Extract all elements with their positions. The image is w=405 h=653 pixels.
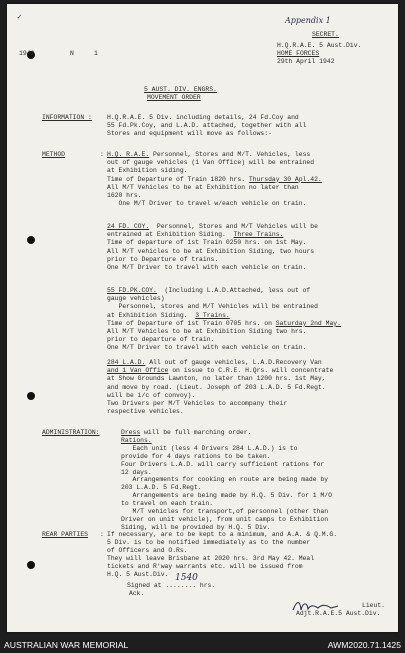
- corner-mark: ✓: [17, 13, 22, 22]
- text-line: at Exhibition siding.: [107, 167, 188, 175]
- ref-year: 1942: [19, 50, 35, 57]
- text-line: All M/T Vehicles to be at Exhibition no later than: [107, 183, 299, 191]
- text-line: H.Q.R.A.E. 5 Div. including details, 24 Fd.Coy and: [107, 114, 299, 121]
- text-line: One M/T Driver to travel with each vehicle on train.: [107, 264, 307, 271]
- underlined-text: Thursday 30 Apl.42.: [248, 175, 322, 183]
- text-line: provide for 4 days rations to be taken.: [121, 452, 271, 460]
- text-line: Time of departure of 1st Train 0250 hrs. on 1st May.: [107, 239, 307, 247]
- text-line: All M/T Vehicles to be at Exhibition Siding two hrs.: [107, 328, 307, 335]
- signatory-title: Adjt.R.A.E.5 Aust.Div.: [296, 610, 381, 617]
- underlined-text: 284 L.A.D.: [107, 359, 146, 366]
- text-line: Time of Departure of Train 1820 hrs. Thursday 30 Apl.42.: [107, 175, 322, 183]
- text-line: 55 FD.PK.COY. (Including L.A.D.Attached, less out of: [107, 287, 311, 294]
- text-line: H.Q. R.A.E. Personnel, Stores and M/T. Vehicles, less: [107, 151, 311, 158]
- text-line: prior to departure of train.: [107, 336, 215, 344]
- underlined-text: Dress: [121, 429, 141, 436]
- method-label: METHOD: [42, 151, 66, 158]
- punch-hole: [27, 561, 35, 569]
- document-page: [7, 4, 398, 632]
- text-line: and move by road. (Lieut. Joseph of 203 L.A.D. 5 Fd.Regt.: [107, 383, 326, 391]
- signatory-rank: Lieut.: [362, 602, 386, 609]
- text-line: 24 FD. COY. Personnel, Stores and M/T Vehicles will be: [107, 223, 318, 230]
- text-line: to travel on each train.: [121, 500, 214, 508]
- header-hq: H.Q.R.A.E. 5 Aust.Div.: [277, 42, 362, 49]
- title-unit: 5 AUST. DIV. ENGRS.: [144, 86, 217, 93]
- underlined-text: Saturday 2nd May.: [275, 319, 341, 327]
- text-line: Driver on unit vehicle), from unit camps to Exhibition: [121, 515, 329, 523]
- text-line: of Officers and O.Rs.: [107, 546, 188, 554]
- punch-hole: [27, 236, 35, 244]
- title-document: MOVEMENT ORDER: [147, 94, 201, 101]
- underlined-text: 55 FD.PK.COY.: [107, 287, 157, 294]
- text-line: tickets and R'way warrants etc. will be issued from: [107, 562, 303, 570]
- text-line: 55 Fd.Pk.Coy, and L.A.D. attached, together with all: [107, 122, 307, 130]
- handwritten-annotation: Appendix 1: [285, 16, 331, 25]
- text-line: [121, 437, 152, 444]
- text-line: respective vehicles.: [107, 408, 184, 416]
- ref-n: N: [70, 50, 74, 57]
- text-line: 5 Div. is to be notified immediately as to the number: [107, 538, 311, 546]
- text-line: One M/T Driver to travel w/each vehicle on train.: [107, 200, 307, 208]
- text-line: entrained at Exhibition Siding. Three Trains.: [107, 231, 284, 239]
- handwritten-time: 1540: [175, 573, 198, 583]
- text-line: Arrangements are being made by H.Q. 5 Div. for 1 M/O: [121, 492, 332, 500]
- ref-num: 1: [94, 50, 98, 57]
- text-line: gauge vehicles): [107, 295, 165, 303]
- text-line: One M/T Driver to travel with each vehicle on train.: [107, 344, 307, 352]
- administration-label: ADMINISTRATION:: [42, 429, 100, 436]
- text-line: H.Q. 5 Aust.Div.: [107, 570, 169, 578]
- text-line: Siding, will be provided by H.Q. 5 Div.: [121, 523, 271, 531]
- text-line: They will leave Brisbane at 2020 hrs. 3rd May 42. Meal: [107, 554, 315, 562]
- text-line: Time of Departure of 1st Train 0705 hrs. on Saturday 2nd May.: [107, 319, 341, 327]
- text-line: at Show Grounds Lawnton, no later than 1200 hrs. 1st May,: [107, 375, 326, 383]
- text-line: prior to Departure of trains.: [107, 255, 219, 263]
- footer-institution: AUSTRALIAN WAR MEMORIAL: [4, 640, 129, 650]
- method-colon: :: [100, 151, 104, 158]
- text-line: out of gauge vehicles (1 Van Office) will be entrained: [107, 159, 315, 167]
- underlined-text: 24 FD. COY.: [107, 223, 150, 230]
- footer-accession-number: AWM2020.71.1425: [327, 640, 401, 650]
- underlined-text: Rations.: [121, 436, 152, 444]
- text-line: and 1 Van Office on issue to C.R.E. H.Qrs. will concentrate: [107, 367, 334, 375]
- header-date: 29th April 1942: [277, 58, 335, 65]
- text-line: Dress will be full marching order.: [121, 429, 252, 436]
- text-line: 12 days.: [121, 468, 152, 476]
- signed-at: Signed at ........ hrs.: [127, 582, 216, 589]
- text-line: Personnel, stores and M/T Vehicles will be entrained: [107, 303, 318, 311]
- ack-label: Ack.: [129, 590, 145, 597]
- footer-bar: [0, 636, 405, 653]
- text-line: Each unit (less 4 Drivers 284 L.A.D.) is to: [121, 444, 298, 452]
- text-line: Stores and equipment will move as follows:-: [107, 130, 272, 138]
- text-line: 284 L.A.D. All out of gauge vehicles, L.A.D.Recovery Van: [107, 359, 322, 366]
- text-line: Arrangements for cooking en route are being made by: [121, 476, 329, 484]
- header-home-forces: HOME FORCES: [277, 50, 320, 57]
- punch-hole: [27, 392, 35, 400]
- text-line: Four Drivers L.A.D. will carry sufficient rations for: [121, 460, 325, 468]
- underlined-text: 3 Trains.: [195, 311, 230, 319]
- text-line: If necessary, are to be kept to a minimum, and A.A. & Q.M.G.: [107, 531, 338, 538]
- secret-label: SECRET.: [312, 31, 339, 38]
- rear-parties-colon: :: [100, 531, 104, 538]
- underlined-text: Three Trains.: [233, 231, 284, 239]
- underlined-text: H.Q. R.A.E.: [107, 151, 150, 158]
- text-line: will be i/c of convoy).: [107, 391, 196, 399]
- text-line: 203 L.A.D. 5 Fd.Regt.: [121, 484, 202, 492]
- rear-parties-label: REAR PARTIES: [42, 531, 89, 538]
- text-line: 1620 hrs.: [107, 192, 142, 199]
- underlined-text: and 1 Van Office: [107, 367, 169, 375]
- text-line: at Exhibition Siding. 3 Trains.: [107, 311, 230, 319]
- information-label: INFORMATION :: [42, 114, 92, 121]
- text-line: All M/T vehicles to be at Exhibition Siding, two hours: [107, 247, 315, 255]
- text-line: M/T vehicles for transport,of personnel (other than: [121, 508, 329, 515]
- text-line: Two Drivers per M/T Vehicles to accompany their: [107, 400, 288, 407]
